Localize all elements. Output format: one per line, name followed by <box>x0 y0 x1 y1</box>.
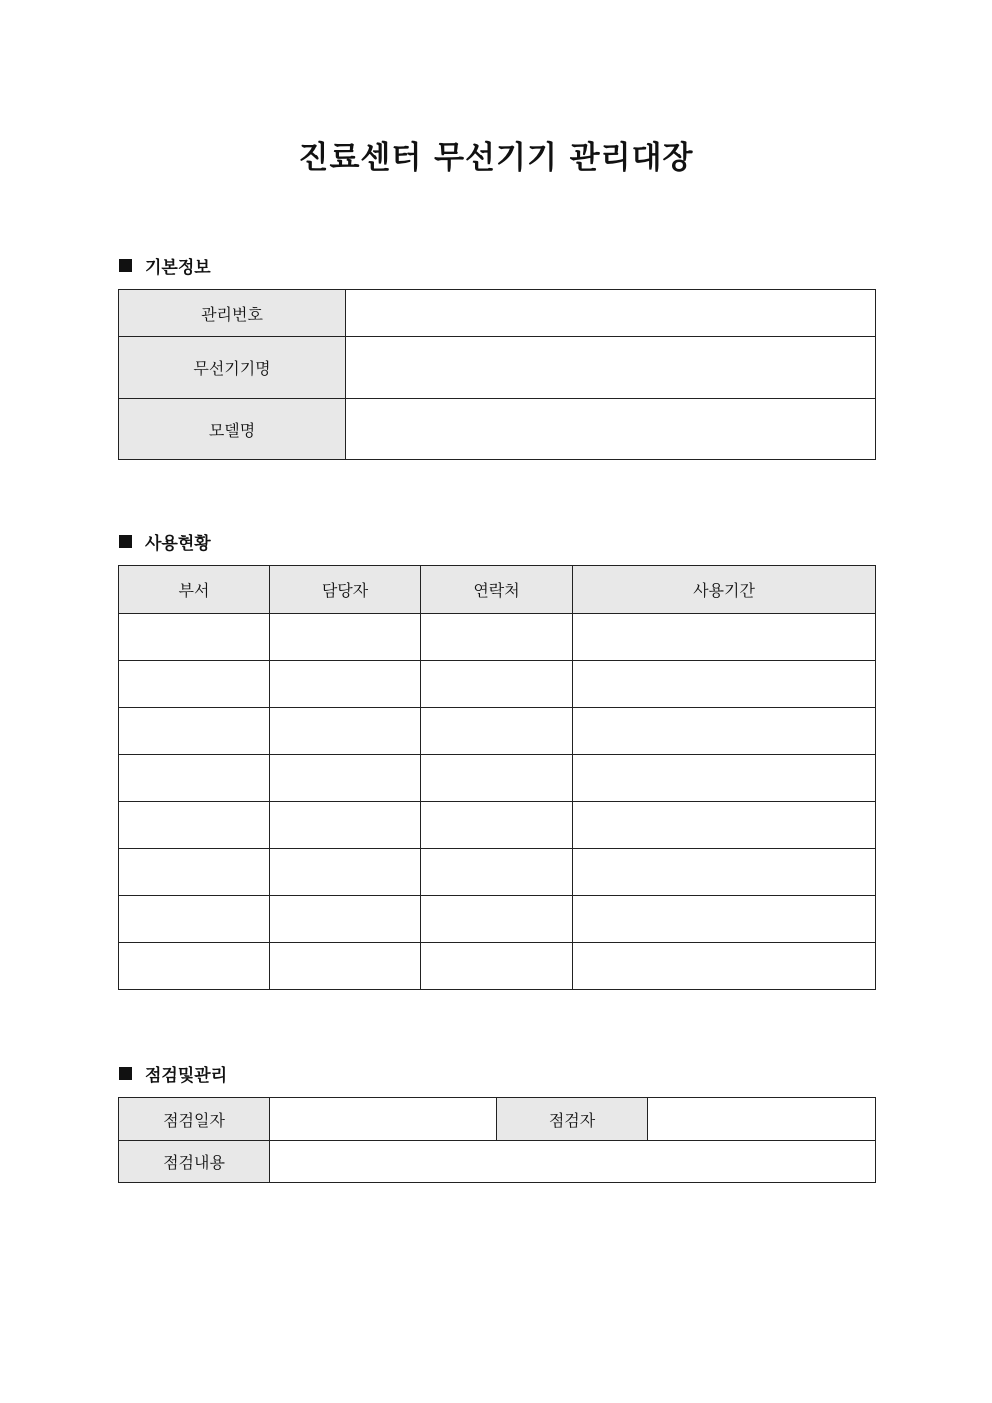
table-cell[interactable] <box>270 708 421 755</box>
field-label-model-name: 모델명 <box>119 399 346 460</box>
table-cell[interactable] <box>270 802 421 849</box>
field-label-inspection-date: 점검일자 <box>119 1098 270 1141</box>
table-cell[interactable] <box>573 943 876 990</box>
field-label-inspector: 점검자 <box>497 1098 648 1141</box>
table-cell[interactable] <box>119 708 270 755</box>
table-cell[interactable] <box>421 755 573 802</box>
square-bullet-icon <box>119 535 132 548</box>
table-header-row <box>119 566 876 614</box>
table-cell[interactable] <box>573 802 876 849</box>
table-cell[interactable] <box>270 849 421 896</box>
table-cell[interactable] <box>421 708 573 755</box>
table-cell[interactable] <box>119 802 270 849</box>
square-bullet-icon <box>119 259 132 272</box>
table-row <box>119 896 876 943</box>
field-value-device-name[interactable] <box>346 337 876 399</box>
table-row <box>119 943 876 990</box>
table-cell[interactable] <box>573 896 876 943</box>
table-row <box>119 1098 876 1141</box>
table-cell[interactable] <box>119 849 270 896</box>
table-row <box>119 337 876 399</box>
field-label-device-name: 무선기기명 <box>119 337 346 399</box>
section-basic-title: 기본정보 <box>145 257 211 278</box>
usage-table <box>118 565 876 990</box>
section-inspection-title: 점검및관리 <box>145 1065 228 1086</box>
table-cell[interactable] <box>421 802 573 849</box>
table-row <box>119 661 876 708</box>
table-cell[interactable] <box>270 661 421 708</box>
section-usage-title: 사용현황 <box>145 533 211 554</box>
field-value-inspection-content[interactable] <box>270 1141 876 1183</box>
table-cell[interactable] <box>421 661 573 708</box>
field-value-model-name[interactable] <box>346 399 876 460</box>
table-cell[interactable] <box>119 896 270 943</box>
table-cell[interactable] <box>573 614 876 661</box>
table-cell[interactable] <box>421 614 573 661</box>
table-cell[interactable] <box>573 708 876 755</box>
field-value-inspector[interactable] <box>648 1098 876 1141</box>
table-cell[interactable] <box>573 755 876 802</box>
table-cell[interactable] <box>421 943 573 990</box>
column-header-department: 부서 <box>119 566 270 614</box>
basic-info-table <box>118 289 876 460</box>
table-row <box>119 755 876 802</box>
table-cell[interactable] <box>421 849 573 896</box>
section-usage-heading <box>119 529 211 553</box>
field-value-inspection-date[interactable] <box>270 1098 497 1141</box>
table-cell[interactable] <box>270 614 421 661</box>
table-row <box>119 708 876 755</box>
table-row <box>119 849 876 896</box>
table-cell[interactable] <box>119 943 270 990</box>
table-row <box>119 290 876 337</box>
column-header-usage-period: 사용기간 <box>573 566 876 614</box>
table-row <box>119 399 876 460</box>
square-bullet-icon <box>119 1067 132 1080</box>
field-value-management-number[interactable] <box>346 290 876 337</box>
table-cell[interactable] <box>421 896 573 943</box>
table-cell[interactable] <box>270 896 421 943</box>
table-cell[interactable] <box>573 849 876 896</box>
section-basic-heading <box>119 253 211 277</box>
table-cell[interactable] <box>119 614 270 661</box>
table-cell[interactable] <box>119 755 270 802</box>
inspection-table <box>118 1097 876 1183</box>
column-header-contact: 연락처 <box>421 566 573 614</box>
table-cell[interactable] <box>573 661 876 708</box>
column-header-manager: 담당자 <box>270 566 421 614</box>
table-cell[interactable] <box>270 755 421 802</box>
section-inspection-heading <box>119 1061 227 1085</box>
field-label-management-number: 관리번호 <box>119 290 346 337</box>
table-cell[interactable] <box>119 661 270 708</box>
field-label-inspection-content: 점검내용 <box>119 1141 270 1183</box>
table-cell[interactable] <box>270 943 421 990</box>
table-row <box>119 614 876 661</box>
document-title: 진료센터 무선기기 관리대장 <box>298 140 694 176</box>
table-row <box>119 802 876 849</box>
table-row <box>119 1141 876 1183</box>
